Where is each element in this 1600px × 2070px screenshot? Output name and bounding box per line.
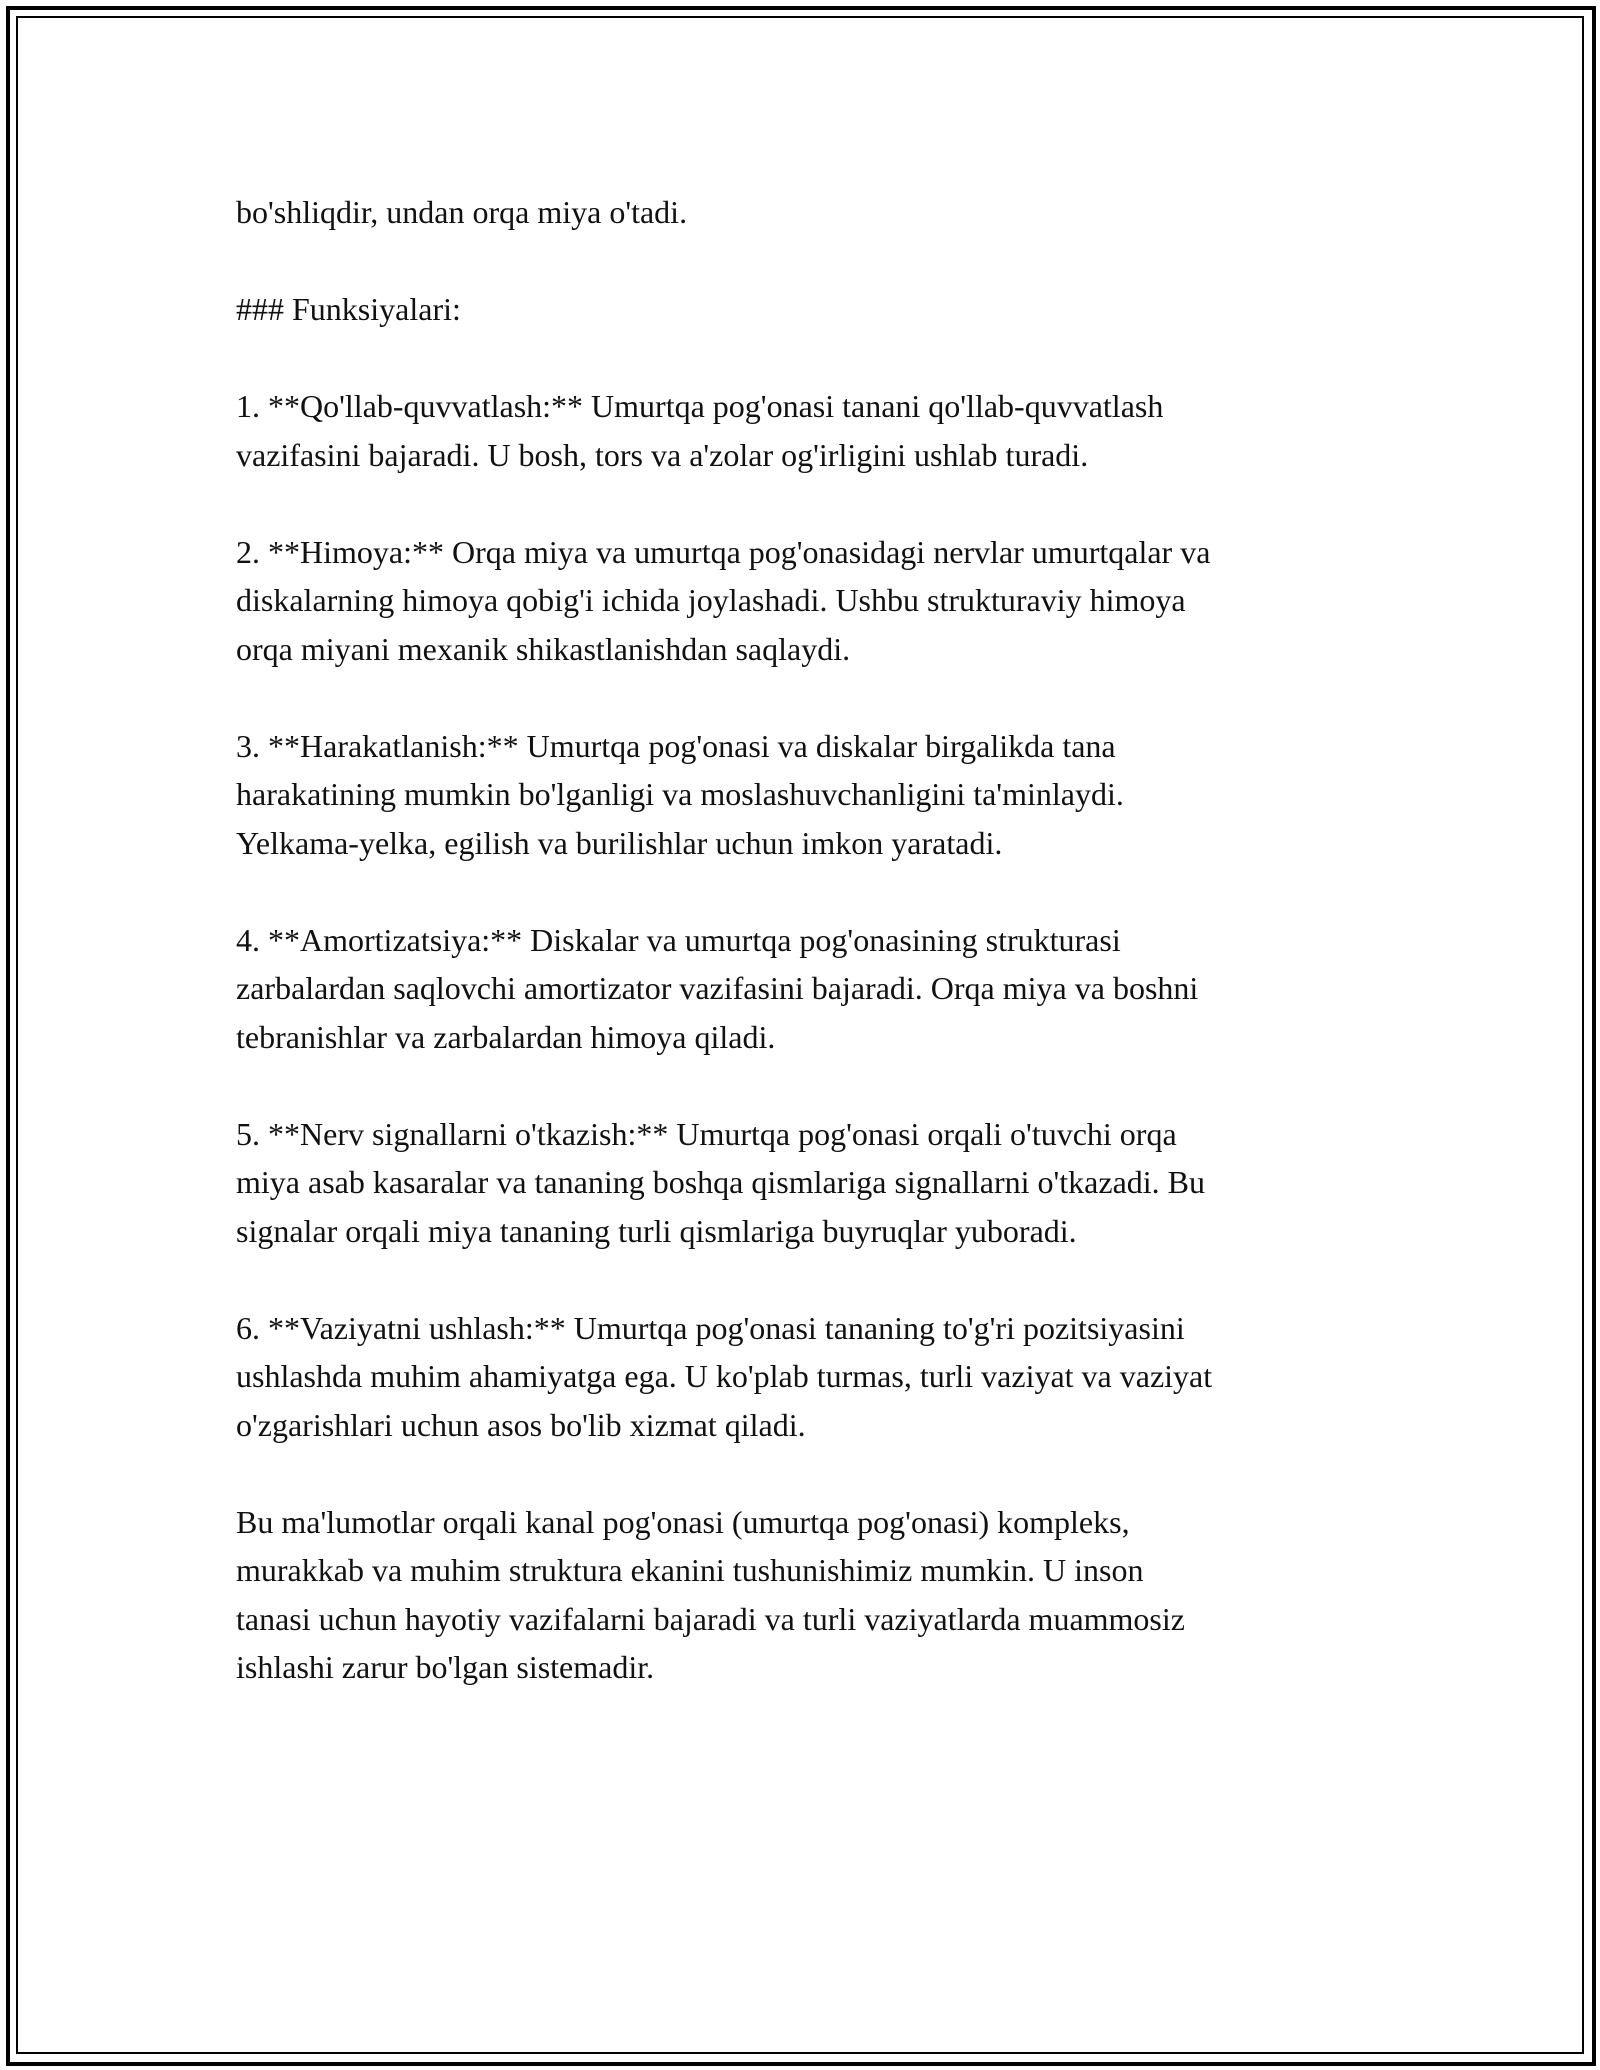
document-body [236,188,1366,1740]
paragraph-conclusion: Bu ma'lumotlar orqali kanal pog'onasi (umurtqa pog'onasi) kompleks, murakkab va muhim struktura ekanini tushunishimiz mumkin. U inson tanasi uchun hayotiy vazifalarni bajaradi va turli vaziyatlarda muammosiz ishlashi zarur bo'lgan sistemadir. [236,1503,1185,1685]
list-item: 3. **Harakatlanish:** Umurtqa pog'onasi va diskalar birgalikda tana harakatining mumkin bo'lganligi va moslashuvchanligini ta'minlaydi. Yelkama-yelka, egilish va burilishlar uchun imkon yaratadi. [236,727,1124,861]
list-item: 6. **Vaziyatni ushlash:** Umurtqa pog'onasi tananing to'g'ri pozitsiyasini ushlashda muhim ahamiyatga ega. U ko'plab turmas, turli vaziyat va vaziyat o'zgarishlari uchun asos bo'lib xizmat qiladi. [236,1309,1213,1443]
list-item: 4. **Amortizatsiya:** Diskalar va umurtqa pog'onasining strukturasi zarbalardan saqlovchi amortizator vazifasini bajaradi. Orqa miya va boshni tebranishlar va zarbalardan himoya qiladi. [236,921,1199,1055]
list-item: 2. **Himoya:** Orqa miya va umurtqa pog'onasidagi nervlar umurtqalar va diskalarning himoya qobig'i ichida joylashadi. Ushbu strukturaviy himoya orqa miyani mexanik shikastlanishdan saqlaydi. [236,533,1211,667]
list-item: 5. **Nerv signallarni o'tkazish:** Umurtqa pog'onasi orqali o'tuvchi orqa miya asab kasaralar va tananing boshqa qismlariga signallarni o'tkazadi. Bu signalar orqali miya tananing turli qismlariga buyruqlar yuboradi. [236,1115,1206,1249]
paragraph-intro: bo'shliqdir, undan orqa miya o'tadi. [236,194,688,230]
section-heading: ### Funksiyalari: [236,291,461,327]
list-item: 1. **Qo'llab-quvvatlash:** Umurtqa pog'onasi tanani qo'llab-quvvatlash vazifasini bajaradi. U bosh, tors va a'zolar og'irligini ushlab turadi. [236,388,1164,473]
